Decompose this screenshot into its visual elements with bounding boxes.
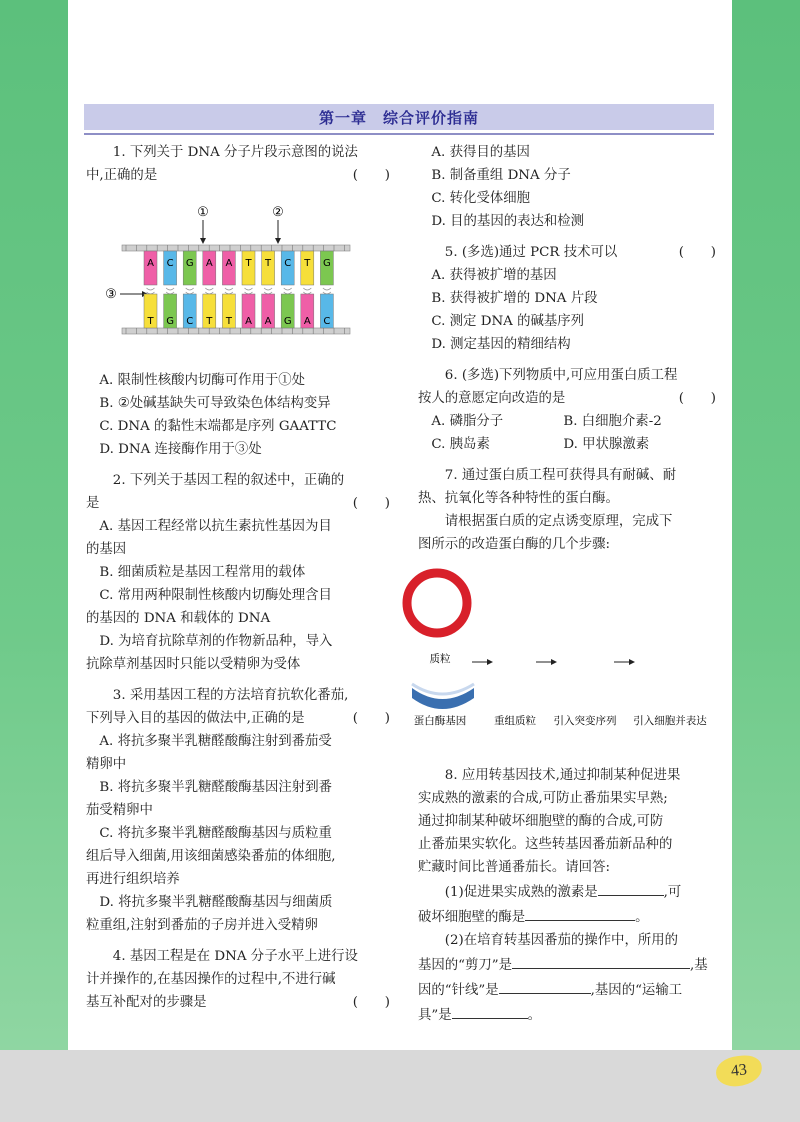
q1-option-d: D. DNA 连接酶作用于③处 — [99, 442, 262, 457]
q8-line2: 实成熟的激素的合成,可防止番茄果实早熟; — [418, 791, 668, 806]
q8-blank-enzyme[interactable] — [525, 904, 635, 921]
bottom-base-letter: C — [323, 316, 331, 327]
q8-part2-line4 — [418, 1002, 716, 1027]
q3-option-c-line3: 再进行组织培养 — [86, 872, 180, 887]
arrow-2-head — [275, 238, 281, 244]
arrow-1-head — [200, 238, 206, 244]
q2-stem-line1: 2. 下列关于基因工程的叙述中，正确的 — [112, 473, 345, 488]
q4-stem-line1: 4. 基因工程是在 DNA 分子水平上进行设 — [112, 949, 358, 964]
dna-segment-diagram — [100, 200, 370, 350]
q4-answer-paren[interactable]: ( ) — [352, 995, 390, 1010]
q6-option-d: D. 甲状腺激素 — [563, 437, 650, 452]
q5-stem-row — [418, 241, 716, 264]
protein-engineering-diagram — [400, 562, 716, 742]
q8-blank-hormone[interactable] — [598, 879, 664, 896]
q8-line5: 贮藏时间比普通番茄长。请回答: — [418, 860, 610, 875]
top-backbone — [122, 245, 350, 251]
q4-option-d: D. 目的基因的表达和检测 — [431, 214, 585, 229]
q5-answer-paren[interactable]: ( ) — [678, 245, 716, 260]
q6-option-c: C. 胰岛素 — [431, 437, 490, 452]
q6-stem-line2: 按人的意愿定向改造的是 — [418, 391, 566, 406]
q3-option-a-line2: 精卵中 — [86, 757, 127, 772]
q4-option-a: A. 获得目的基因 — [431, 145, 530, 160]
step-arrow-1-head — [487, 659, 493, 665]
q2-option-d-line1: D. 为培育抗除草剂的作物新品种，导入 — [99, 634, 333, 649]
q8-line1: 8. 应用转基因技术,通过抑制某种促进果 — [444, 768, 681, 783]
q6-option-b: B. 白细胞介素-2 — [563, 414, 662, 429]
right-decor-strip — [732, 0, 800, 1050]
q8-part2-text-c: ,基 — [690, 958, 708, 973]
q8-part2-text-g: 。 — [527, 1008, 542, 1023]
q8-part1-text-b: ,可 — [663, 885, 682, 900]
top-base-letter: A — [147, 258, 154, 269]
bottom-base-letter: A — [264, 316, 272, 327]
q2-stem-row — [86, 492, 390, 515]
q4-stem-row — [86, 991, 390, 1014]
q1-answer-paren[interactable]: ( ) — [352, 168, 390, 183]
bottom-base-letter: G — [283, 316, 292, 327]
q4-stem-line2: 计并操作的,在基因操作的过程中,不进行碱 — [86, 972, 336, 987]
q8-part2-text-f: 具”是 — [418, 1008, 452, 1023]
q5-option-c: C. 测定 DNA 的碱基序列 — [431, 314, 585, 329]
q8-line4: 止番茄果实软化。这些转基因番茄新品种的 — [418, 837, 673, 852]
label-3: ③ — [105, 287, 117, 302]
q8-line3: 通过抑制某种破坏细胞壁的酶的合成,可防 — [418, 814, 664, 829]
bottom-backbone — [122, 328, 350, 334]
q2-stem-line2: 是 — [86, 496, 100, 511]
q1-stem-line1: 1. 下列关于 DNA 分子片段示意图的说法 — [112, 145, 358, 160]
q8-part1-text-a: (1)促进果实成熟的激素是 — [444, 885, 598, 900]
q2-option-b: B. 细菌质粒是基因工程常用的载体 — [99, 565, 306, 580]
q8-part1-line2 — [418, 904, 716, 929]
q1-option-c: C. DNA 的黏性末端都是序列 GAATTC — [99, 419, 337, 434]
caption-express-in-cell: 引入细胞并表达 — [633, 715, 707, 727]
chapter-title: 第一章 综合评价指南 — [318, 108, 479, 127]
q3-option-d-line2: 粒重组,注射到番茄的子房并进入受精卵 — [86, 918, 318, 933]
protease-gene-highlight — [412, 684, 474, 694]
q7-line4: 图所示的改造蛋白酶的几个步骤: — [418, 537, 610, 552]
q7-line2: 热、抗氧化等各种特性的蛋白酶。 — [418, 491, 619, 506]
q8-part2-line3 — [418, 977, 716, 1002]
left-decor-strip — [0, 0, 68, 1050]
top-base-letter: G — [185, 258, 194, 269]
caption-protease-gene: 蛋白酶基因 — [413, 715, 467, 727]
base-pairs — [144, 251, 333, 328]
q8-part2-text-d: 因的“针线”是 — [418, 983, 499, 998]
top-base-letter: C — [166, 258, 174, 269]
q1-stem-line2: 中,正确的是 — [86, 168, 158, 183]
caption-introduce-mutation: 引入突变序列 — [553, 715, 617, 727]
bottom-base-letter: T — [225, 316, 232, 327]
bottom-base-letter: G — [166, 316, 174, 327]
q4-stem-line3: 基互补配对的步骤是 — [86, 995, 207, 1010]
q6-stem-line1: 6. (多选)下列物质中,可应用蛋白质工程 — [444, 368, 678, 383]
label-1: ① — [197, 205, 209, 220]
q3-stem-row — [86, 707, 390, 730]
top-base-letter: G — [323, 258, 331, 269]
q6-options-row1 — [418, 410, 716, 433]
protease-gene-fragment — [412, 688, 474, 709]
q2-option-a-line2: 的基因 — [86, 542, 127, 557]
q2-answer-paren[interactable]: ( ) — [352, 496, 390, 511]
header-rule — [84, 133, 714, 135]
q4-option-b: B. 制备重组 DNA 分子 — [431, 168, 571, 183]
q4-option-c: C. 转化受体细胞 — [431, 191, 531, 206]
q5-stem: 5. (多选)通过 PCR 技术可以 — [444, 245, 618, 260]
label-2: ② — [272, 205, 284, 220]
q8-part1-text-c: 破坏细胞壁的酶是 — [418, 910, 526, 925]
q3-option-b-line1: B. 将抗多聚半乳糖醛酸酶基因注射到番 — [99, 780, 332, 795]
q8-blank-needle-thread[interactable] — [499, 977, 591, 994]
bottom-base-letter: T — [206, 316, 213, 327]
q1-option-a: A. 限制性核酸内切酶可作用于①处 — [99, 373, 306, 388]
q7-line3: 请根据蛋白质的定点诱变原理，完成下 — [444, 514, 673, 529]
q8-blank-scissors[interactable] — [512, 952, 690, 969]
q5-option-d: D. 测定基因的精细结构 — [431, 337, 571, 352]
step-arrow-3-head — [629, 659, 635, 665]
q8-part2-text-e: ,基因的“运输工 — [590, 983, 683, 998]
q3-stem-line2: 下列导入目的基因的做法中,正确的是 — [86, 711, 305, 726]
top-base-letter: T — [265, 258, 272, 269]
q8-blank-vector[interactable] — [452, 1002, 528, 1019]
q3-answer-paren[interactable]: ( ) — [352, 711, 390, 726]
bottom-base-letter: C — [186, 316, 194, 327]
q5-option-a: A. 获得被扩增的基因 — [431, 268, 557, 283]
top-base-letter: A — [205, 258, 213, 269]
step-arrow-2-head — [551, 659, 557, 665]
bottom-base-letter: A — [303, 316, 311, 327]
q3-stem-line1: 3. 采用基因工程的方法培育抗软化番茄, — [112, 688, 349, 703]
q5-option-b: B. 获得被扩增的 DNA 片段 — [431, 291, 598, 306]
bottom-base-letter: T — [147, 316, 154, 327]
q8-part1-line1 — [418, 879, 716, 904]
page-number: 43 — [715, 1054, 764, 1089]
q2-option-d-line2: 抗除草剂基因时只能以受精卵为受体 — [86, 657, 301, 672]
q3-option-c-line2: 组后导入细菌,用该细菌感染番茄的体细胞, — [86, 849, 336, 864]
q1-option-b: B. ②处碱基缺失可导致染色体结构变异 — [99, 396, 331, 411]
q2-option-a-line1: A. 基因工程经常以抗生素抗性基因为目 — [99, 519, 332, 534]
q3-option-a-line1: A. 将抗多聚半乳糖醛酸酶注射到番茄受 — [99, 734, 332, 749]
q2-option-c-line2: 的基因的 DNA 和载体的 DNA — [86, 611, 271, 626]
plasmid-label: 质粒 — [429, 653, 451, 665]
q7-line1: 7. 通过蛋白质工程可获得具有耐碱、耐 — [444, 468, 677, 483]
top-base-letter: C — [284, 258, 292, 269]
bottom-base-letter: A — [245, 316, 252, 327]
bottom-band — [0, 1050, 800, 1122]
q8-part1-text-d: 。 — [635, 910, 649, 925]
chapter-header — [84, 104, 714, 130]
q3-option-c-line1: C. 将抗多聚半乳糖醛酸酶基因与质粒重 — [99, 826, 332, 841]
q8-part2-line2 — [418, 952, 716, 977]
q3-option-d-line1: D. 将抗多聚半乳糖醛酸酶基因与细菌质 — [99, 895, 333, 910]
q8-part2-text-b: 基因的“剪刀”是 — [418, 958, 513, 973]
q6-options-row2 — [418, 433, 716, 456]
q3-option-b-line2: 茄受精卵中 — [86, 803, 153, 818]
top-base-letter: T — [245, 258, 252, 269]
q6-stem-row — [418, 387, 716, 410]
top-base-letter: T — [304, 258, 311, 269]
q1-stem-row — [86, 164, 390, 187]
top-base-letter: A — [225, 258, 233, 269]
caption-recombinant-plasmid: 重组质粒 — [494, 715, 536, 727]
q6-answer-paren[interactable]: ( ) — [678, 391, 716, 406]
plasmid-ring — [407, 573, 467, 633]
q6-option-a: A. 磷脂分子 — [431, 414, 504, 429]
q2-option-c-line1: C. 常用两种限制性核酸内切酶处理含目 — [99, 588, 332, 603]
q8-part2-line1: (2)在培育转基因番茄的操作中，所用的 — [444, 933, 679, 948]
